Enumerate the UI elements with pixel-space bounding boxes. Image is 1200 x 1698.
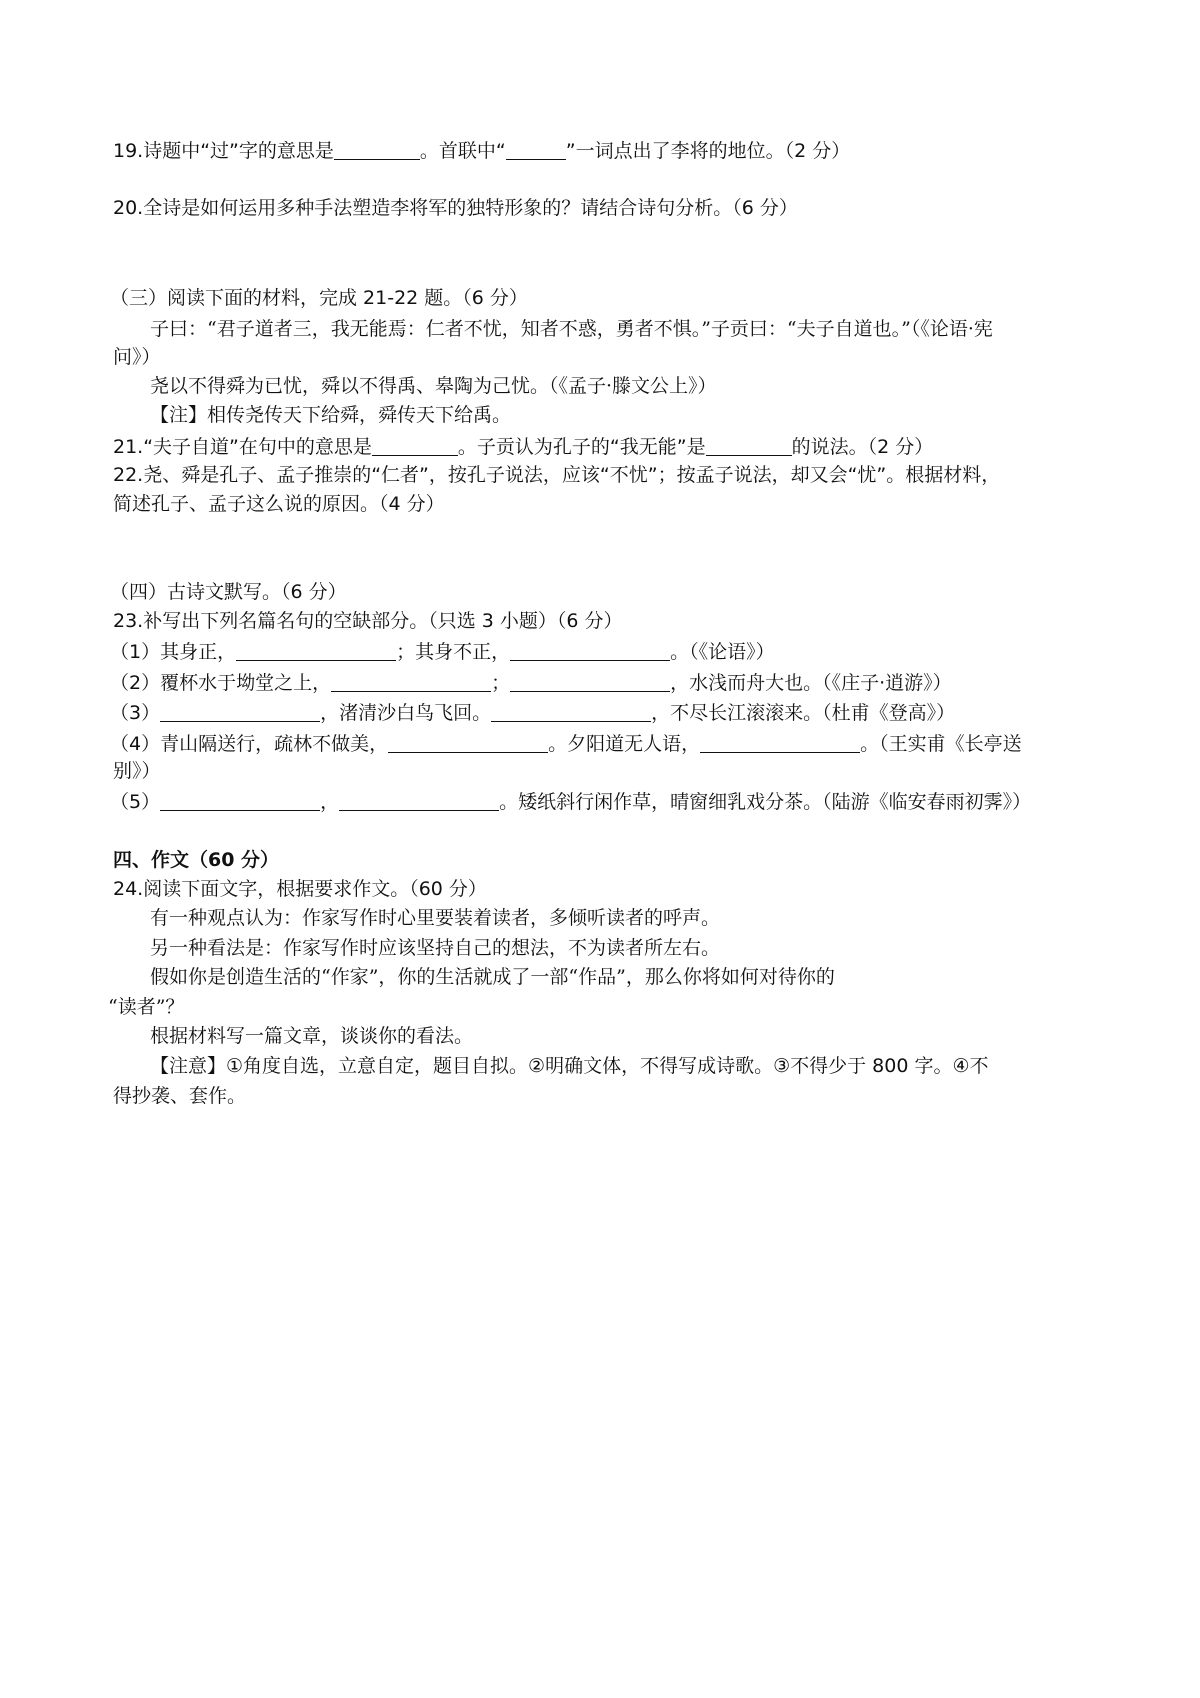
question-20: 20.全诗是如何运用多种手法塑造李将军的独特形象的？请结合诗句分析。（6 分） — [113, 197, 798, 219]
answer-blank[interactable] — [160, 702, 320, 722]
essay-heading: 四、作文（60 分） — [113, 849, 280, 871]
item1-text-b: ；其身不正， — [396, 641, 511, 663]
essay-material-3-cont: “读者”？ — [108, 996, 185, 1018]
essay-notice: 【注意】①角度自选，立意自定，题目自拟。②明确文体，不得写成诗歌。③不得少于 800 字。④不 — [150, 1055, 989, 1077]
question-24: 24.阅读下面文字，根据要求作文。（60 分） — [113, 878, 487, 900]
essay-notice-cont: 得抄袭、套作。 — [113, 1085, 247, 1107]
item1-text-c: 。（《论语》） — [670, 641, 775, 663]
item5-text-a: （5） — [110, 791, 161, 813]
section-3-passage-1: 子曰：“君子道者三，我无能焉：仁者不忧，知者不惑，勇者不惧。”子贡曰：“夫子自道也。”（《论语·宪 — [150, 318, 993, 340]
question-21 — [113, 436, 933, 457]
question-23: 23.补写出下列名篇名句的空缺部分。（只选 3 小题）（6 分） — [113, 610, 623, 632]
answer-blank[interactable] — [700, 733, 860, 753]
answer-blank[interactable] — [160, 791, 320, 811]
question-19 — [113, 140, 850, 161]
section-4-heading: （四）古诗文默写。（6 分） — [110, 581, 347, 603]
section-3-note: 【注】相传尧传天下给舜，舜传天下给禹。 — [150, 404, 512, 426]
essay-instruction: 根据材料写一篇文章，谈谈你的看法。 — [150, 1025, 474, 1047]
q19-text-b: 。首联中“ — [419, 140, 506, 162]
item5-text-b: ， — [320, 791, 340, 813]
recitation-item-3 — [110, 702, 955, 723]
recitation-item-2 — [110, 672, 952, 693]
q21-text-a: 21.“夫子自道”在句中的意思是 — [113, 436, 372, 458]
item2-text-c: ，水浅而舟大也。（《庄子·逍游》） — [670, 672, 952, 694]
item3-text-b: ，渚清沙白鸟飞回。 — [320, 702, 492, 724]
question-22-cont: 简述孔子、孟子这么说的原因。（4 分） — [113, 493, 445, 515]
q19-text-c: ”一词点出了李将的地位。（2 分） — [565, 140, 851, 162]
recitation-item-4-cont: 别》） — [113, 760, 161, 782]
item2-text-a: （2）覆杯水于坳堂之上， — [110, 672, 332, 694]
item3-text-a: （3） — [110, 702, 161, 724]
item3-text-c: ，不尽长江滚滚来。（杜甫《登高》） — [651, 702, 956, 724]
essay-material-2: 另一种看法是：作家写作时应该坚持自己的想法，不为读者所左右。 — [150, 937, 721, 959]
recitation-item-4 — [110, 733, 1022, 754]
essay-material-1: 有一种观点认为：作家写作时心里要装着读者，多倾听读者的呼声。 — [150, 907, 721, 929]
answer-blank[interactable] — [510, 672, 670, 692]
item4-text-c: 。（王实甫《长亭送 — [860, 733, 1022, 755]
answer-blank[interactable] — [339, 791, 499, 811]
q21-text-b: 。子贡认为孔子的“我无能”是 — [457, 436, 706, 458]
answer-blank[interactable] — [706, 436, 792, 456]
recitation-item-1 — [110, 641, 775, 662]
answer-blank[interactable] — [331, 672, 491, 692]
item4-text-b: 。夕阳道无人语， — [548, 733, 701, 755]
section-3-passage-2: 尧以不得舜为已忧，舜以不得禹、皋陶为己忧。（《孟子·滕文公上》） — [150, 375, 717, 397]
item2-text-b: ； — [491, 672, 511, 694]
item1-text-a: （1）其身正， — [110, 641, 237, 663]
q19-text-a: 19.诗题中“过”字的意思是 — [113, 140, 334, 162]
recitation-item-5 — [110, 791, 1031, 812]
essay-material-3: 假如你是创造生活的“作家”，你的生活就成了一部“作品”，那么你将如何对待你的 — [150, 966, 835, 988]
answer-blank[interactable] — [506, 140, 566, 160]
answer-blank[interactable] — [388, 733, 548, 753]
answer-blank[interactable] — [491, 702, 651, 722]
answer-blank[interactable] — [510, 641, 670, 661]
answer-blank[interactable] — [372, 436, 458, 456]
answer-blank[interactable] — [236, 641, 396, 661]
q21-text-c: 的说法。（2 分） — [791, 436, 934, 458]
question-22: 22.尧、舜是孔子、孟子推崇的“仁者”，按孔子说法，应该“不忧”；按孟子说法，却又会“忧”。根据材料， — [113, 464, 1001, 486]
section-3-passage-1-cont: 问》） — [113, 346, 161, 368]
section-3-heading: （三）阅读下面的材料，完成 21-22 题。（6 分） — [110, 287, 528, 309]
item4-text-a: （4）青山隔送行，疏林不做美， — [110, 733, 389, 755]
item5-text-c: 。矮纸斜行闲作草，晴窗细乳戏分茶。（陆游《临安春雨初霁》） — [499, 791, 1032, 813]
answer-blank[interactable] — [334, 140, 420, 160]
